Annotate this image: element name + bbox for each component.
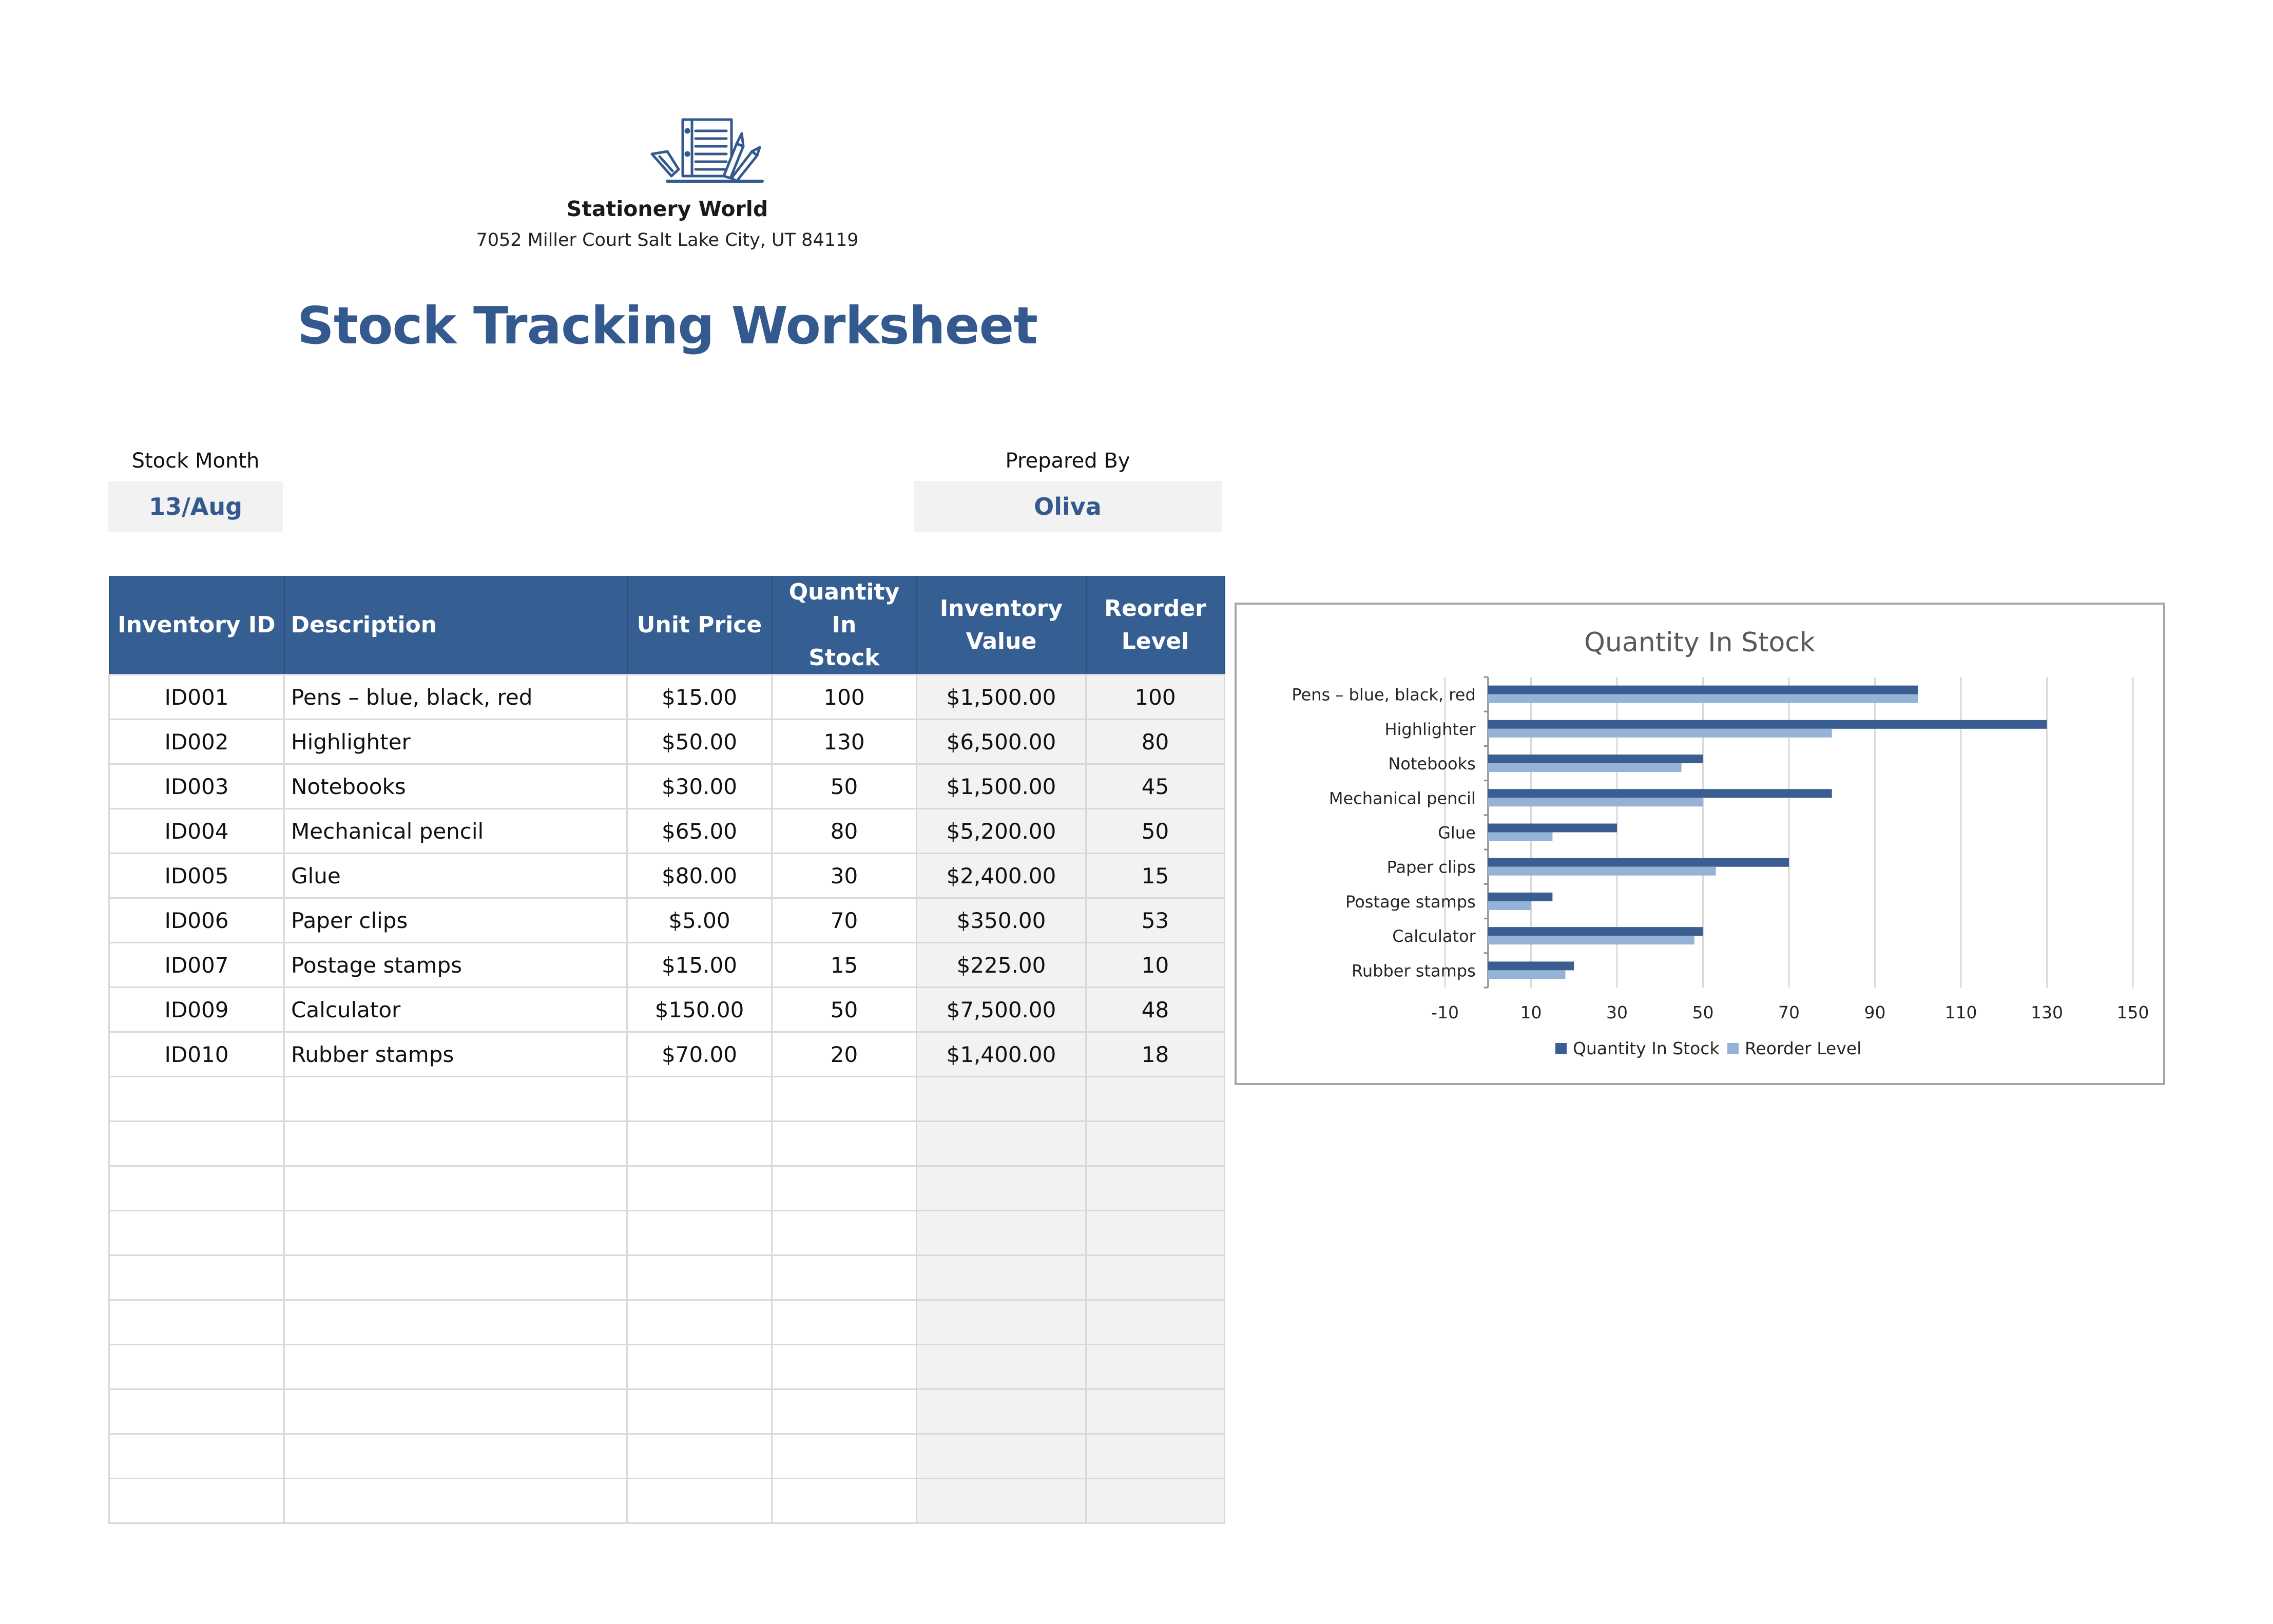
empty-cell[interactable] [772, 1389, 917, 1434]
cell-inventory-id[interactable]: ID007 [109, 943, 284, 988]
empty-cell[interactable] [917, 1345, 1086, 1389]
cell-quantity[interactable]: 70 [772, 898, 917, 943]
empty-cell[interactable] [772, 1166, 917, 1211]
bar-reorder-level [1488, 729, 1832, 738]
empty-cell[interactable] [1086, 1077, 1225, 1122]
cell-unit-price[interactable]: $70.00 [627, 1032, 772, 1077]
empty-cell[interactable] [772, 1077, 917, 1122]
cell-unit-price[interactable]: $150.00 [627, 988, 772, 1032]
empty-cell[interactable] [917, 1479, 1086, 1523]
cell-description[interactable]: Notebooks [284, 764, 627, 809]
empty-cell[interactable] [109, 1300, 284, 1345]
cell-description[interactable]: Paper clips [284, 898, 627, 943]
cell-unit-price[interactable]: $50.00 [627, 720, 772, 764]
bar-reorder-level [1488, 970, 1566, 979]
cell-reorder-level[interactable]: 18 [1086, 1032, 1225, 1077]
empty-cell[interactable] [1086, 1389, 1225, 1434]
empty-cell[interactable] [1086, 1122, 1225, 1166]
cell-unit-price[interactable]: $30.00 [627, 764, 772, 809]
chart-x-tick-label: 30 [1606, 1002, 1628, 1022]
empty-cell[interactable] [917, 1300, 1086, 1345]
column-header-quantity-line1: Quantity In [788, 579, 900, 638]
cell-quantity[interactable]: 20 [772, 1032, 917, 1077]
cell-reorder-level[interactable]: 50 [1086, 809, 1225, 854]
column-header-reorder-line2: Level [1121, 628, 1189, 654]
empty-table-row [109, 1479, 1225, 1523]
empty-cell[interactable] [627, 1300, 772, 1345]
table-row [109, 809, 1225, 854]
column-header-quantity [772, 576, 917, 675]
cell-inventory-value[interactable]: $7,500.00 [917, 988, 1086, 1032]
table-row [109, 1032, 1225, 1077]
empty-cell[interactable] [109, 1255, 284, 1300]
cell-quantity[interactable]: 50 [772, 764, 917, 809]
empty-cell[interactable] [627, 1255, 772, 1300]
cell-reorder-level[interactable]: 10 [1086, 943, 1225, 988]
bar-reorder-level [1488, 763, 1682, 772]
empty-table-row [109, 1434, 1225, 1479]
empty-cell[interactable] [1086, 1300, 1225, 1345]
cell-inventory-value[interactable]: $1,500.00 [917, 675, 1086, 720]
prepared-by-field[interactable]: Oliva [914, 481, 1222, 532]
cell-reorder-level[interactable]: 48 [1086, 988, 1225, 1032]
cell-unit-price[interactable]: $15.00 [627, 675, 772, 720]
bar-reorder-level [1488, 833, 1553, 841]
prepared-by-label: Prepared By [1005, 449, 1130, 473]
inventory-table [108, 576, 1225, 1524]
bar-reorder-level [1488, 867, 1716, 876]
cell-inventory-value[interactable]: $1,500.00 [917, 764, 1086, 809]
column-header-inventory-id: Inventory ID [109, 576, 284, 675]
cell-inventory-id[interactable]: ID006 [109, 898, 284, 943]
cell-reorder-level[interactable]: 53 [1086, 898, 1225, 943]
empty-cell[interactable] [284, 1166, 627, 1211]
empty-cell[interactable] [109, 1389, 284, 1434]
empty-cell[interactable] [284, 1345, 627, 1389]
chart-category-label: Highlighter [1384, 719, 1476, 739]
cell-inventory-value[interactable]: $350.00 [917, 898, 1086, 943]
bar-reorder-level [1488, 798, 1703, 806]
empty-cell[interactable] [284, 1434, 627, 1479]
empty-table-row [109, 1077, 1225, 1122]
legend-swatch-quantity [1555, 1043, 1567, 1054]
cell-inventory-value[interactable]: $5,200.00 [917, 809, 1086, 854]
cell-quantity[interactable]: 100 [772, 675, 917, 720]
chart-category-label: Paper clips [1386, 857, 1476, 877]
empty-cell[interactable] [109, 1345, 284, 1389]
bar-quantity-in-stock [1488, 961, 1574, 970]
cell-description[interactable]: Pens – blue, black, red [284, 675, 627, 720]
empty-cell[interactable] [772, 1211, 917, 1255]
cell-quantity[interactable]: 80 [772, 809, 917, 854]
empty-cell[interactable] [627, 1211, 772, 1255]
bar-reorder-level [1488, 901, 1531, 910]
chart-category-label: Notebooks [1388, 754, 1476, 774]
empty-cell[interactable] [627, 1389, 772, 1434]
empty-cell[interactable] [284, 1211, 627, 1255]
table-row [109, 675, 1225, 720]
legend-label-quantity: Quantity In Stock [1573, 1038, 1720, 1058]
empty-cell[interactable] [627, 1479, 772, 1523]
cell-quantity[interactable]: 30 [772, 854, 917, 898]
chart-category-label: Pens – blue, black, red [1292, 685, 1476, 705]
empty-cell[interactable] [917, 1255, 1086, 1300]
chart-category-label: Glue [1438, 823, 1476, 843]
column-header-quantity-line2: Stock [808, 644, 880, 671]
empty-table-row [109, 1166, 1225, 1211]
empty-cell[interactable] [1086, 1434, 1225, 1479]
cell-inventory-id[interactable]: ID009 [109, 988, 284, 1032]
stationery-logo-icon [647, 115, 770, 187]
cell-inventory-id[interactable]: ID001 [109, 675, 284, 720]
cell-inventory-value[interactable]: $225.00 [917, 943, 1086, 988]
empty-cell[interactable] [772, 1345, 917, 1389]
bar-quantity-in-stock [1488, 927, 1703, 936]
company-address: 7052 Miller Court Salt Lake City, UT 84119 [476, 230, 859, 250]
empty-cell[interactable] [1086, 1479, 1225, 1523]
empty-cell[interactable] [1086, 1255, 1225, 1300]
cell-description[interactable]: Glue [284, 854, 627, 898]
cell-unit-price[interactable]: $80.00 [627, 854, 772, 898]
empty-cell[interactable] [627, 1122, 772, 1166]
cell-unit-price[interactable]: $15.00 [627, 943, 772, 988]
cell-description[interactable]: Mechanical pencil [284, 809, 627, 854]
empty-table-row [109, 1211, 1225, 1255]
column-header-reorder-level [1086, 576, 1225, 675]
empty-cell[interactable] [284, 1077, 627, 1122]
empty-cell[interactable] [772, 1122, 917, 1166]
cell-reorder-level[interactable]: 100 [1086, 675, 1225, 720]
empty-cell[interactable] [284, 1255, 627, 1300]
cell-inventory-value[interactable]: $2,400.00 [917, 854, 1086, 898]
table-row [109, 764, 1225, 809]
table-header-row [109, 576, 1225, 675]
cell-description[interactable]: Highlighter [284, 720, 627, 764]
stock-month-field[interactable]: 13/Aug [108, 481, 283, 532]
company-name: Stationery World [566, 197, 768, 221]
page-title: Stock Tracking Worksheet [297, 296, 1038, 356]
empty-cell[interactable] [284, 1300, 627, 1345]
empty-table-row [109, 1122, 1225, 1166]
empty-cell[interactable] [1086, 1211, 1225, 1255]
table-row [109, 720, 1225, 764]
chart-x-tick-label: 10 [1520, 1002, 1542, 1022]
empty-cell[interactable] [917, 1434, 1086, 1479]
legend-swatch-reorder [1727, 1043, 1739, 1054]
bar-quantity-in-stock [1488, 686, 1918, 694]
cell-reorder-level[interactable]: 80 [1086, 720, 1225, 764]
empty-cell[interactable] [772, 1255, 917, 1300]
empty-cell[interactable] [627, 1166, 772, 1211]
empty-cell[interactable] [109, 1122, 284, 1166]
legend-label-reorder: Reorder Level [1745, 1038, 1862, 1058]
column-header-unit-price: Unit Price [627, 576, 772, 675]
empty-cell[interactable] [917, 1122, 1086, 1166]
empty-cell[interactable] [917, 1166, 1086, 1211]
column-header-reorder-line1: Reorder [1104, 595, 1206, 622]
cell-inventory-id[interactable]: ID003 [109, 764, 284, 809]
empty-cell[interactable] [1086, 1166, 1225, 1211]
empty-cell[interactable] [284, 1122, 627, 1166]
bar-quantity-in-stock [1488, 824, 1617, 833]
column-header-inventory-value [917, 576, 1086, 675]
cell-quantity[interactable]: 130 [772, 720, 917, 764]
chart-category-label: Postage stamps [1345, 892, 1476, 912]
table-body [109, 675, 1225, 1523]
empty-cell[interactable] [772, 1434, 917, 1479]
empty-cell[interactable] [109, 1166, 284, 1211]
cell-inventory-id[interactable]: ID005 [109, 854, 284, 898]
empty-cell[interactable] [772, 1479, 917, 1523]
cell-inventory-id[interactable]: ID002 [109, 720, 284, 764]
empty-cell[interactable] [627, 1077, 772, 1122]
empty-cell[interactable] [109, 1211, 284, 1255]
stock-month-label: Stock Month [131, 449, 260, 473]
empty-cell[interactable] [109, 1479, 284, 1523]
empty-cell[interactable] [627, 1345, 772, 1389]
cell-reorder-level[interactable]: 15 [1086, 854, 1225, 898]
empty-table-row [109, 1389, 1225, 1434]
chart-title: Quantity In Stock [1584, 627, 1815, 658]
empty-table-row [109, 1255, 1225, 1300]
chart-x-tick-label: 70 [1778, 1002, 1800, 1022]
empty-table-row [109, 1345, 1225, 1389]
empty-cell[interactable] [109, 1077, 284, 1122]
cell-inventory-id[interactable]: ID010 [109, 1032, 284, 1077]
table-row [109, 854, 1225, 898]
bar-reorder-level [1488, 694, 1918, 703]
empty-cell[interactable] [772, 1300, 917, 1345]
bar-quantity-in-stock [1488, 755, 1703, 763]
bar-quantity-in-stock [1488, 720, 2047, 729]
quantity-chart [1235, 603, 2165, 1085]
empty-cell[interactable] [1086, 1345, 1225, 1389]
chart-x-tick-label: 110 [1944, 1002, 1977, 1022]
empty-cell[interactable] [284, 1479, 627, 1523]
cell-inventory-value[interactable]: $6,500.00 [917, 720, 1086, 764]
empty-cell[interactable] [917, 1077, 1086, 1122]
cell-description[interactable]: Rubber stamps [284, 1032, 627, 1077]
chart-x-tick-label: 130 [2031, 1002, 2063, 1022]
chart-category-label: Rubber stamps [1352, 961, 1476, 981]
table-row [109, 943, 1225, 988]
chart-category-label: Mechanical pencil [1328, 788, 1476, 808]
cell-quantity[interactable]: 50 [772, 988, 917, 1032]
chart-category-label: Calculator [1392, 926, 1476, 946]
empty-cell[interactable] [284, 1389, 627, 1434]
cell-inventory-value[interactable]: $1,400.00 [917, 1032, 1086, 1077]
cell-unit-price[interactable]: $5.00 [627, 898, 772, 943]
chart-x-tick-label: -10 [1431, 1002, 1459, 1022]
table-row [109, 988, 1225, 1032]
empty-cell[interactable] [627, 1434, 772, 1479]
bar-quantity-in-stock [1488, 789, 1832, 798]
empty-cell[interactable] [109, 1434, 284, 1479]
bar-quantity-in-stock [1488, 858, 1789, 867]
chart-x-tick-label: 150 [2116, 1002, 2149, 1022]
bar-quantity-in-stock [1488, 893, 1553, 901]
empty-cell[interactable] [917, 1389, 1086, 1434]
cell-unit-price[interactable]: $65.00 [627, 809, 772, 854]
column-header-value-line2: Value [966, 628, 1037, 654]
cell-description[interactable]: Postage stamps [284, 943, 627, 988]
cell-reorder-level[interactable]: 45 [1086, 764, 1225, 809]
cell-description[interactable]: Calculator [284, 988, 627, 1032]
chart-x-tick-label: 90 [1864, 1002, 1886, 1022]
chart-x-tick-label: 50 [1692, 1002, 1714, 1022]
bar-reorder-level [1488, 936, 1694, 944]
cell-quantity[interactable]: 15 [772, 943, 917, 988]
empty-cell[interactable] [917, 1211, 1086, 1255]
column-header-value-line1: Inventory [939, 595, 1063, 622]
table-row [109, 898, 1225, 943]
cell-inventory-id[interactable]: ID004 [109, 809, 284, 854]
column-header-description: Description [284, 576, 627, 675]
empty-table-row [109, 1300, 1225, 1345]
